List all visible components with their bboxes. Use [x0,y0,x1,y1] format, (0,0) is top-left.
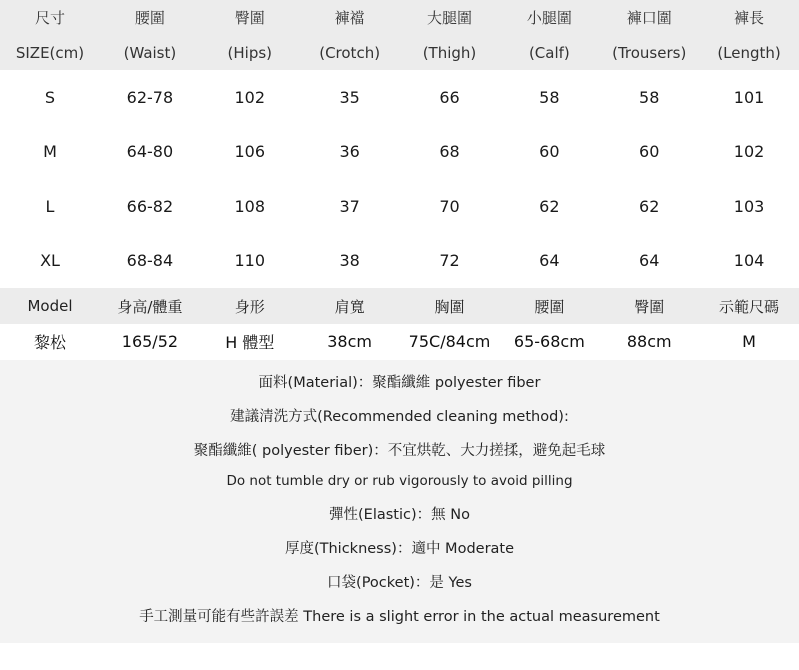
cleaning-note-en: Do not tumble dry or rub vigorously to avoid pilling [226,473,573,490]
table-cell: 102 [733,142,765,162]
table-cell: 106 [234,142,266,162]
table-cell: 101 [733,87,765,107]
header-length-en: (Length) [717,43,781,62]
table-row [0,179,799,234]
header-hips: 臀圍 [634,297,665,316]
elastic-note: 彈性(Elastic)：無 No [329,506,470,523]
model-row [0,324,799,358]
header-trousers-en: (Trousers) [612,43,687,62]
table-cell: 68-84 [126,251,174,271]
header-body-type: 身形 [234,297,265,316]
header-size-zh: 尺寸 [34,9,65,27]
header-length-zh: 褲長 [734,9,765,27]
table-cell: 37 [339,196,360,216]
header-size-en: SIZE(cm) [15,43,85,62]
table-cell: 62 [639,196,660,216]
size-label: XL [40,251,60,271]
model-table-header [0,288,799,324]
header-waist-zh: 腰圍 [134,9,165,27]
table-cell: 70 [439,196,460,216]
header-crotch-zh: 褲襠 [334,9,365,27]
model-chest: 75C/84cm [408,331,491,351]
size-label: M [43,142,57,162]
header-crotch-en: (Crotch) [319,43,381,62]
size-table-body [0,70,799,288]
table-cell: 58 [539,87,560,107]
size-label: L [45,196,55,216]
table-cell: 36 [339,142,360,162]
model-shoulder: 38cm [327,331,372,351]
header-model: Model [27,297,73,315]
table-cell: 68 [439,142,460,162]
table-row [0,125,799,180]
header-chest: 胸圍 [434,297,465,316]
table-cell: 104 [733,251,765,271]
table-cell: 108 [234,196,266,216]
table-cell: 102 [234,87,266,107]
table-row [0,234,799,289]
table-cell: 66 [439,87,460,107]
table-cell: 62-78 [126,87,174,107]
pocket-note: 口袋(Pocket)：是 Yes [327,575,472,592]
table-cell: 72 [439,251,460,271]
header-waist-en: (Waist) [123,43,177,62]
header-calf-zh: 小腿圍 [526,9,572,27]
model-body-type: H 體型 [225,332,275,352]
table-cell: 110 [234,251,266,271]
table-cell: 64-80 [126,142,174,162]
cleaning-note-zh: 聚酯纖維( polyester fiber)：不宜烘乾、大力搓揉，避免起毛球 [193,443,606,460]
table-cell: 64 [639,251,660,271]
model-name: 黎松 [33,332,66,352]
table-cell: 38 [339,251,360,271]
header-trousers-zh: 褲口圍 [626,9,672,27]
header-hips-en: (Hips) [227,43,273,62]
table-cell: 62 [539,196,560,216]
header-height-weight: 身高/體重 [117,297,183,316]
material-note: 面料(Material)：聚酯纖維 polyester fiber [258,374,541,391]
model-waist: 65-68cm [513,331,585,351]
header-waist: 腰圍 [534,297,565,316]
model-size: M [742,331,756,351]
thickness-note: 厚度(Thickness)：適中 Moderate [284,540,515,557]
table-cell: 35 [339,87,360,107]
table-cell: 60 [539,142,560,162]
size-table-header [0,0,799,70]
table-cell: 58 [639,87,660,107]
header-thigh-zh: 大腿圍 [426,9,472,27]
table-cell: 64 [539,251,560,271]
header-hips-zh: 臀圍 [234,9,265,27]
header-calf-en: (Calf) [528,43,570,62]
table-cell: 60 [639,142,660,162]
model-height-weight: 165/52 [121,331,179,351]
model-hips: 88cm [626,331,672,351]
table-cell: 66-82 [126,196,174,216]
size-label: S [44,87,56,107]
header-thigh-en: (Thigh) [422,43,477,62]
header-shoulder: 肩寬 [334,297,365,316]
table-cell: 103 [733,196,765,216]
cleaning-method-heading: 建議清洗方式(Recommended cleaning method): [230,408,569,425]
measurement-error-note: 手工測量可能有些許誤差 There is a slight error in the actual measurement [139,609,660,626]
product-notes [0,360,799,643]
table-row [0,70,799,125]
header-model-size: 示範尺碼 [719,297,780,316]
